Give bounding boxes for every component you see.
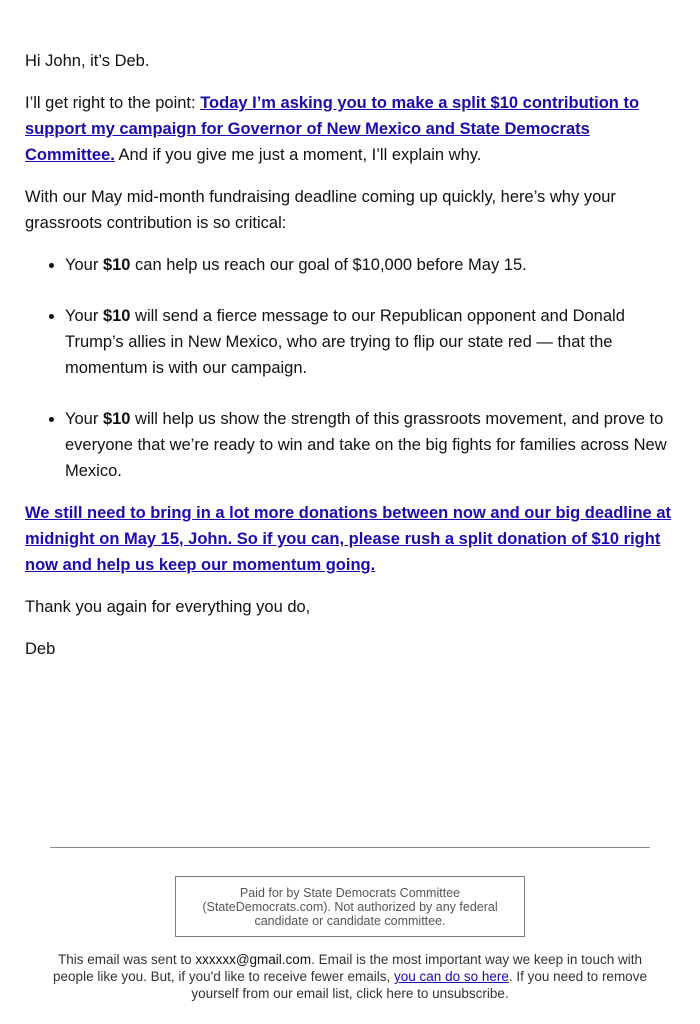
sent-to-post: . Email is the most important way we keep in touch with people like you. But, if you'd like to receive fewer emails, (53, 952, 642, 984)
footer-notice (50, 951, 650, 1002)
greeting: Hi John, it’s Deb. (25, 52, 150, 70)
bullet-text-post: can help us reach our goal of $10,000 before May 15. (130, 256, 527, 274)
bullet-text-pre: Your (65, 256, 103, 274)
intro-tail: And if you give me just a moment, I’ll explain why. (114, 146, 482, 164)
signature: Deb (25, 640, 56, 658)
reasons-list (25, 252, 680, 484)
email-body (25, 48, 680, 678)
deadline-paragraph: With our May mid-month fundraising deadline coming up quickly, here’s why your grassroots contribution is so critical: (25, 188, 616, 232)
recipient-email: xxxxxx@gmail.com (195, 952, 312, 967)
list-item (65, 303, 680, 381)
list-item (65, 406, 680, 484)
intro-paragraph (25, 90, 680, 168)
paid-for-disclaimer: Paid for by State Democrats Committee (StateDemocrats.com). Not authorized by any federal candidate or candidate committee. (175, 876, 525, 937)
bullet-text-pre: Your (65, 307, 103, 325)
thanks-line: Thank you again for everything you do, (25, 598, 311, 616)
amount-highlight: $10 (102, 307, 131, 325)
donate-cta-link[interactable]: We still need to bring in a lot more donations between now and our big deadline at midnight on May 15, John. So if you can, please rush a split donation of $10 right now and help us keep our momentum going. (25, 504, 671, 574)
bullet-text-post: will help us show the strength of this grassroots movement, and prove to everyone that we’re ready to win and take on the big fights for families across New Mexico. (65, 410, 667, 480)
unsubscribe-text: . If you need to remove yourself from our email list, click here to unsubscribe. (191, 969, 647, 1001)
bullet-text-pre: Your (65, 410, 103, 428)
intro-lead: I’ll get right to the point: (25, 94, 201, 112)
fewer-emails-link[interactable]: you can do so here (394, 969, 509, 984)
footer-divider (50, 847, 650, 848)
sent-to-pre: This email was sent to (58, 952, 196, 967)
bullet-text-post: will send a fierce message to our Republican opponent and Donald Trump’s allies in New Mexico, who are trying to flip our state red — that the momentum is with our campaign. (65, 307, 625, 377)
amount-highlight: $10 (102, 256, 131, 274)
contribution-link[interactable]: Today I’m asking you to make a split $10 contribution to support my campaign for Governor of New Mexico and State Democrats Committee. (25, 94, 640, 164)
cta-paragraph (25, 500, 680, 578)
amount-highlight: $10 (102, 410, 131, 428)
list-item (65, 252, 680, 278)
